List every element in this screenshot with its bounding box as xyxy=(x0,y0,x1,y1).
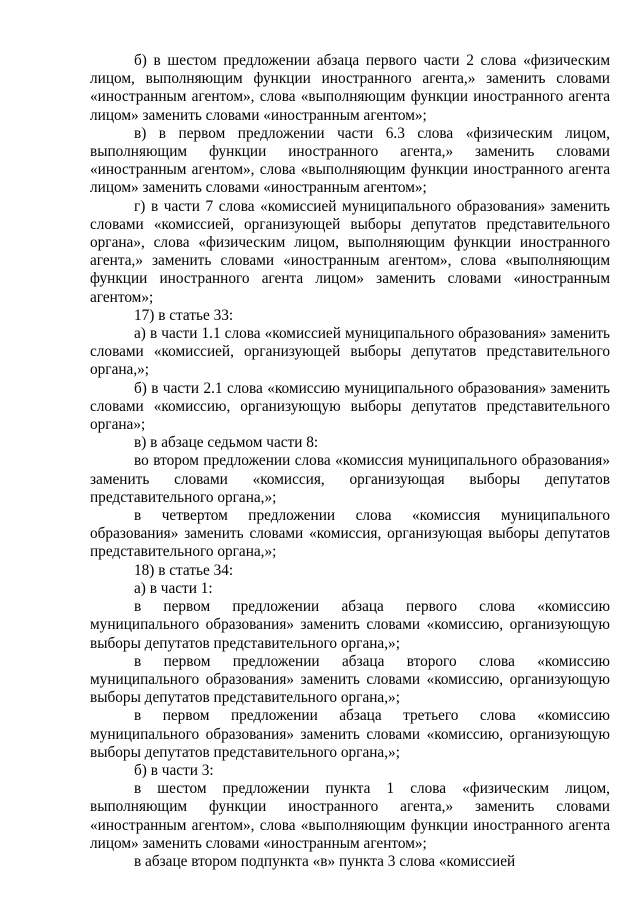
paragraph: 18) в статье 34: xyxy=(134,561,234,579)
paragraph: а) в части 1.1 слова «комиссией муниципального образования» заменить словами «комиссией, организующей выборы депутатов представительного органа,»; xyxy=(90,325,610,379)
paragraph: 17) в статье 33: xyxy=(134,306,234,324)
paragraph: в четвертом предложении слова «комиссия муниципального образования» заменить словами «комиссия, организующая выборы депутатов представительного органа,»; xyxy=(90,507,610,561)
paragraph: г) в части 7 слова «комиссией муниципального образования» заменить словами «комиссией, организующей выборы депутатов представительного органа», слова «физическим лицом, выполняющим функции иностранного агента,» заменить словами «иностранным агентом», слова «выполняющим функции иностранного агента лицом» заменить словами «иностранным агентом»; xyxy=(90,197,610,306)
paragraph: б) в части 2.1 слова «комиссию муниципального образования» заменить словами «комиссию, организующую выборы депутатов представительного органа»; xyxy=(90,379,610,434)
paragraph: б) в части 3: xyxy=(134,761,214,779)
paragraph: в шестом предложении пункта 1 слова «физическим лицом, выполняющим функции иностранного агента,» заменить словами «иностранным агентом», слова «выполняющим функции иностранного агента лицом» заменить словами «иностранным агентом»; xyxy=(90,780,610,852)
paragraph: во втором предложении слова «комиссия муниципального образования» заменить словами «комиссия, организующая выборы депутатов представительного органа,»; xyxy=(90,452,610,506)
paragraph: в) в первом предложении части 6.3 слова «физическим лицом, выполняющим функции иностранного агента,» заменить словами «иностранным агентом», слова «выполняющим функции иностранного агента лицом» заменить словами «иностранным агентом»; xyxy=(90,124,610,197)
paragraph: в первом предложении абзаца первого слова «комиссию муниципального образования» заменить словами «комиссию, организующую выборы депутатов представительного органа,»; xyxy=(90,598,610,652)
paragraph: а) в части 1: xyxy=(134,579,213,597)
paragraph: б) в шестом предложении абзаца первого части 2 слова «физическим лицом, выполняющим функции иностранного агента,» заменить словами «иностранным агентом», слова «выполняющим функции иностранного агента лицом» заменить словами «иностранным агентом»; xyxy=(90,52,610,124)
paragraph: в первом предложении абзаца второго слова «комиссию муниципального образования» заменить словами «комиссию, организующую выборы депутатов представительного органа,»; xyxy=(90,652,610,707)
paragraph: в первом предложении абзаца третьего слова «комиссию муниципального образования» заменить словами «комиссию, организующую выборы депутатов представительного органа,»; xyxy=(90,707,610,761)
paragraph: в абзаце втором подпункта «в» пункта 3 слова «комиссией xyxy=(134,852,516,870)
paragraph: в) в абзаце седьмом части 8: xyxy=(134,434,319,452)
